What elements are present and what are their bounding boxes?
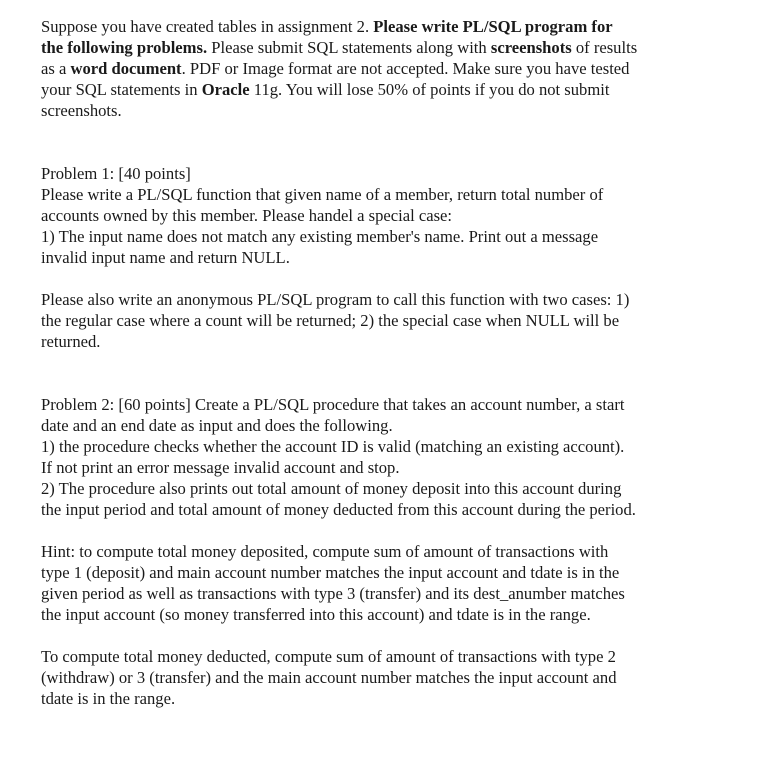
problem2-line: 2) The procedure also prints out total amount of money deposit into this account during <box>41 479 622 498</box>
problem1-section <box>41 163 741 352</box>
intro-paragraph <box>41 16 741 121</box>
problem2-deducted-line: To compute total money deducted, compute sum of amount of transactions with type 2 <box>41 647 616 666</box>
problem1-line: accounts owned by this member. Please handel a special case: <box>41 206 453 225</box>
intro-emphasis-screenshots: screenshots <box>490 38 572 57</box>
problem1-line: Please write a PL/SQL function that given name of a member, return total number of <box>41 185 604 204</box>
spacer <box>41 520 741 541</box>
intro-line-5: screenshots. <box>41 101 122 120</box>
problem1-call-line: returned. <box>41 332 101 351</box>
spacer <box>41 268 741 289</box>
problem2-line: If not print an error message invalid account and stop. <box>41 458 400 477</box>
intro-emphasis-program: Please write PL/SQL program for <box>373 17 613 36</box>
intro-emphasis-oracle: Oracle <box>201 80 250 99</box>
spacer <box>41 625 741 646</box>
problem1-title: Problem 1: [40 points] <box>41 164 191 183</box>
problem2-line: 1) the procedure checks whether the account ID is valid (matching an existing account). <box>41 437 625 456</box>
problem2-hint-line: type 1 (deposit) and main account number matches the input account and tdate is in the <box>41 563 620 582</box>
problem1-line: 1) The input name does not match any existing member's name. Print out a message <box>41 227 599 246</box>
problem1-call-line: the regular case where a count will be returned; 2) the special case when NULL will be <box>41 311 620 330</box>
problem2-hint-line: Hint: to compute total money deposited, compute sum of amount of transactions with <box>41 542 609 561</box>
problem2-hint-line: the input account (so money transferred into this account) and tdate is in the range. <box>41 605 591 624</box>
spacer <box>41 352 741 394</box>
problem2-hint-line: given period as well as transactions with type 3 (transfer) and its dest_anumber matches <box>41 584 625 603</box>
intro-line-1: Suppose you have created tables in assignment 2. Please write PL/SQL program for <box>41 17 613 36</box>
intro-line-4: your SQL statements in Oracle 11g. You will lose 50% of points if you do not submit <box>41 80 610 99</box>
problem2-line: Problem 2: [60 points] Create a PL/SQL procedure that takes an account number, a start <box>41 395 625 414</box>
problem1-line: invalid input name and return NULL. <box>41 248 290 267</box>
intro-line-2: the following problems. Please submit SQL statements along with screenshots of results <box>41 38 638 57</box>
problem1-call-line: Please also write an anonymous PL/SQL program to call this function with two cases: 1) <box>41 290 630 309</box>
problem2-deducted-line: (withdraw) or 3 (transfer) and the main account number matches the input account and <box>41 668 617 687</box>
problem2-line: the input period and total amount of money deducted from this account during the period. <box>41 500 636 519</box>
document-page <box>41 16 741 709</box>
problem2-line: date and an end date as input and does the following. <box>41 416 393 435</box>
spacer <box>41 121 741 163</box>
problem2-deducted-line: tdate is in the range. <box>41 689 176 708</box>
intro-line-3: as a word document. PDF or Image format are not accepted. Make sure you have tested <box>41 59 630 78</box>
intro-emphasis-word-document: word document <box>70 59 182 78</box>
problem2-section <box>41 394 741 709</box>
intro-emphasis-problems: the following problems. <box>41 38 208 57</box>
